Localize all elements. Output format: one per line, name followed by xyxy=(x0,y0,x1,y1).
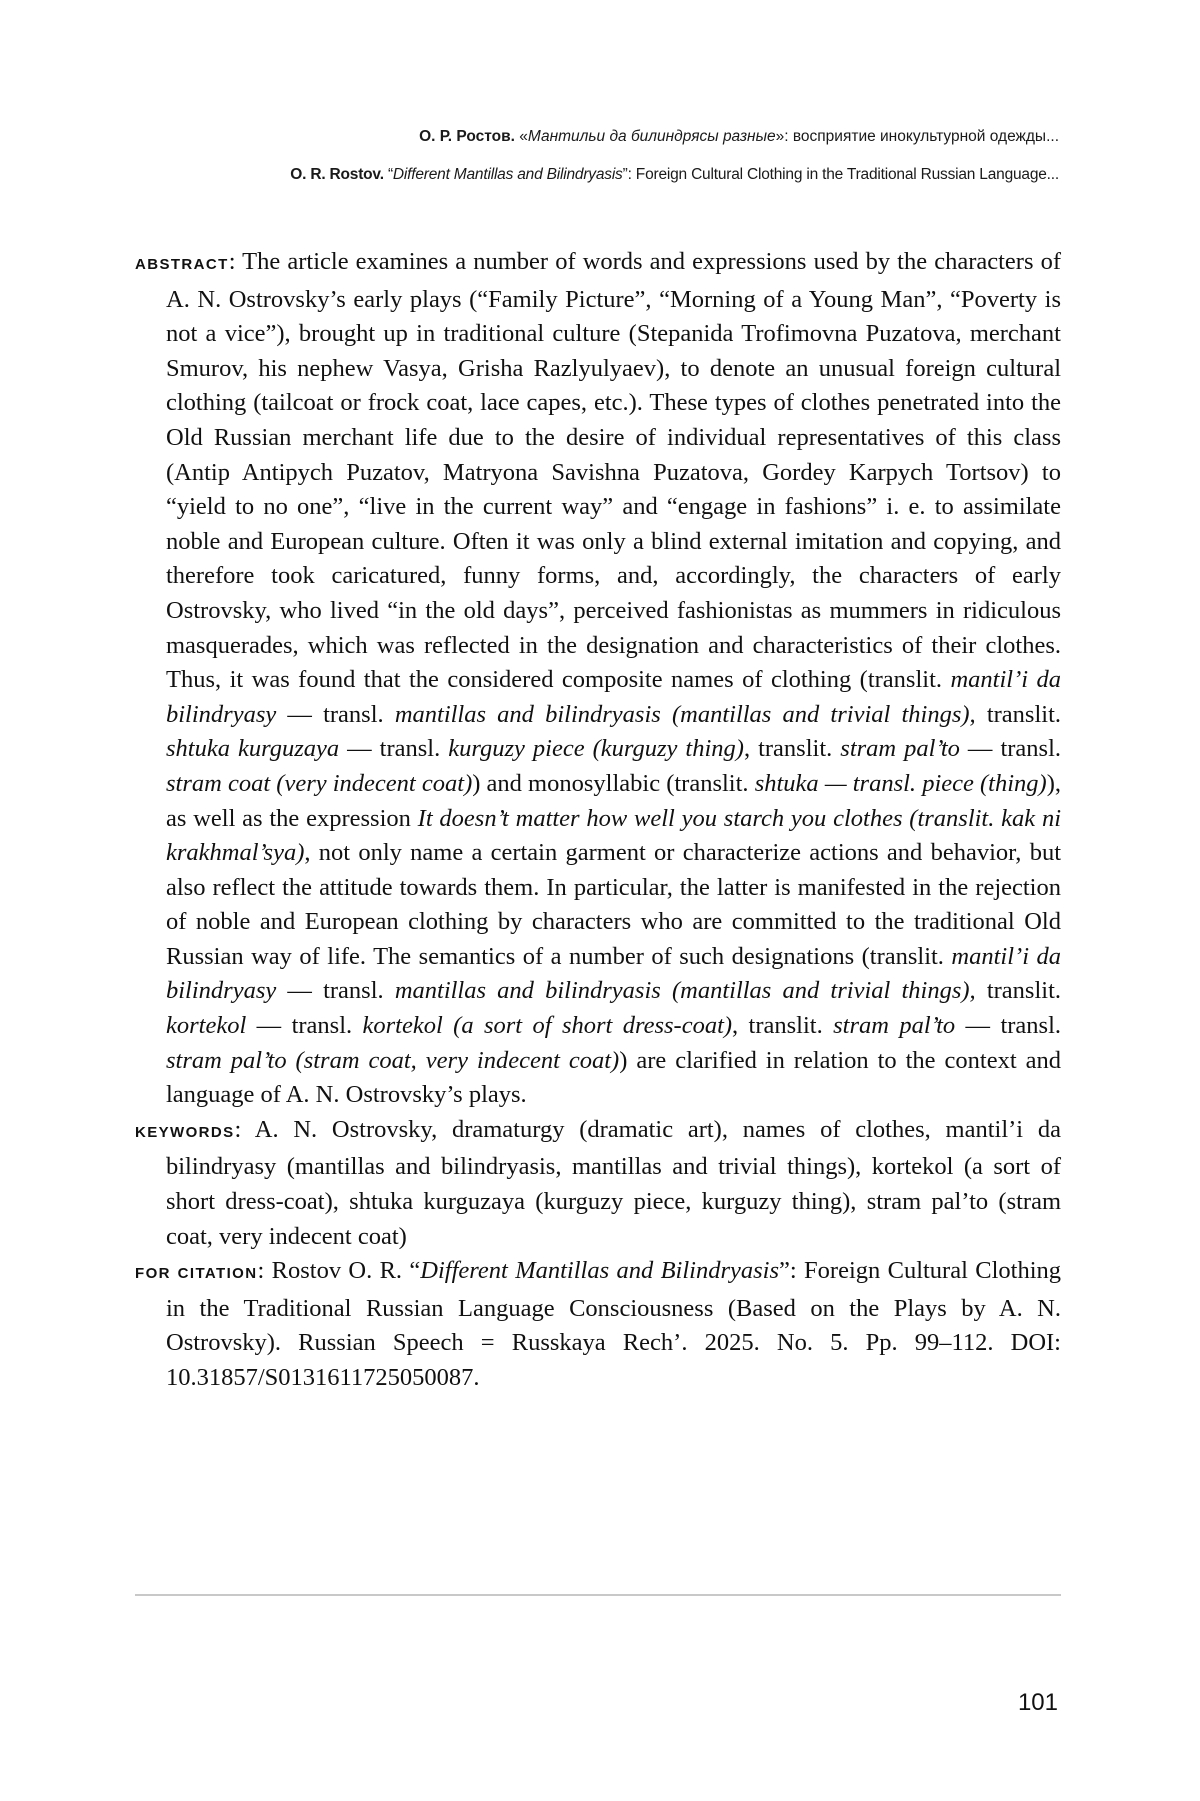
abstract-italic-term: mantillas and bilindryasis (mantillas and trivial things), xyxy=(394,977,976,1005)
abstract-italic-term: stram pal’to xyxy=(840,735,960,763)
abstract-italic-term: kurguzy piece (kurguzy thing) xyxy=(448,735,744,763)
quote-mark: » xyxy=(775,128,785,145)
footer-divider xyxy=(135,1594,1061,1596)
abstract-italic-term: mantil’i da bilindryasy xyxy=(166,942,1061,1005)
abstract-text: ) and monosyllabic (translit. xyxy=(472,769,755,797)
abstract-italic-term: mantillas and bilindryasis (mantillas and trivial things), xyxy=(394,700,976,728)
abstract-text: — transl. xyxy=(959,735,1061,763)
keywords-text: A. N. Ostrovsky, dramaturgy (dramatic art), names of clothes, mantil’i da bilindryasy (mantillas and bilindryasis, mantillas and trivial things), kortekol (a sort of short dress-coat), shtuka kurguzaya (kurguzy piece, kurguzy thing), stram pal’to (stram coat, very indecent coat) xyxy=(166,1115,1061,1250)
running-head-russian xyxy=(419,128,1059,146)
abstract-label: ABSTRACT xyxy=(135,256,229,273)
abstract-text: , not only name a certain garment or characterize actions and behavior, but also reflect the attitude towards them. In particular, the latter is manifested in the rejection of noble and European clothing by characters who are committed to the traditional Old Russian way of life. The semantics of a number of such designations (translit. xyxy=(166,839,1061,970)
abstract-paragraph xyxy=(135,245,1061,1113)
abstract-text: ), as well as the expression xyxy=(166,769,1062,832)
abstract-text: — transl. xyxy=(276,977,395,1005)
abstract-italic-term: stram pal’to (stram coat, very indecent coat) xyxy=(166,1046,620,1074)
running-head-title: Different Mantillas and Bilindryasis xyxy=(392,166,623,183)
running-head-rest: : Foreign Cultural Clothing in the Traditional Russian Language... xyxy=(627,166,1059,183)
running-head-author: O. R. Rostov. xyxy=(290,166,384,183)
abstract-text: translit. xyxy=(975,700,1062,728)
abstract-text: — transl. xyxy=(276,700,395,728)
page-number: 101 xyxy=(1017,1689,1058,1716)
running-head-author: О. Р. Ростов. xyxy=(419,128,515,145)
running-head-title: Мантильи да билиндрясы разные xyxy=(527,128,776,145)
abstract-italic-term: stram pal’to xyxy=(833,1012,956,1040)
abstract-text: — transl. xyxy=(955,1012,1061,1040)
label-colon: : xyxy=(228,248,243,275)
citation-italic-title: Different Mantillas and Bilindryasis xyxy=(420,1257,779,1285)
running-head-english xyxy=(290,166,1059,184)
abstract-italic-term: mantil’i da bilindryasy xyxy=(166,666,1061,728)
citation-text: Rostov O. R. “ xyxy=(271,1257,421,1285)
citation-text: ”: Foreign Cultural Clothing in the Traditional Russian Language Consciousness (Based on the Plays by A. N. Ostrovsky). Russian Speech = Russkaya Rech’. 2025. No. 5. Pp. 99–112. DOI: 10.31857/S0131611725050087. xyxy=(166,1257,1062,1391)
abstract-text: ) are clarified in relation to the context and language of A. N. Ostrovsky’s plays. xyxy=(166,1046,1061,1109)
article-metadata xyxy=(135,245,1061,1396)
keywords-paragraph xyxy=(135,1113,1061,1254)
abstract-text: — transl. xyxy=(339,735,449,763)
quote-mark: « xyxy=(519,128,528,145)
abstract-text: translit. xyxy=(975,977,1062,1005)
keywords-label: KEYWORDS xyxy=(135,1123,235,1141)
citation-paragraph xyxy=(135,1254,1061,1395)
abstract-italic-term: stram coat (very indecent coat) xyxy=(166,769,473,797)
abstract-text: , translit. xyxy=(732,1012,834,1040)
label-colon: : xyxy=(234,1115,255,1143)
abstract-text: , translit. xyxy=(743,735,841,763)
abstract-italic-term: shtuka — transl. piece (thing) xyxy=(754,769,1047,797)
running-head-rest: : восприятие инокультурной одежды... xyxy=(784,128,1059,145)
abstract-text: — transl. xyxy=(246,1012,363,1040)
abstract-italic-term: kortekol xyxy=(166,1012,247,1040)
abstract-text: The article examines a number of words and expressions used by the characters of A. N. Ostrovsky’s early plays (“Family Picture”, “Morning of a Young Man”, “Poverty is not a vice”), brought up in traditional culture (Stepanida Trofimovna Puzatova, merchant Smurov, his nephew Vasya, Grisha Razlyulyaev), to denote an unusual foreign cultural clothing (tailcoat or frock coat, lace capes, etc.). These types of clothes penetrated into the Old Russian merchant life due to the desire of individual representatives of this class (Antip Antipych Puzatov, Matryona Savishna Puzatova, Gordey Karpych Tortsov) to “yield to no one”, “live in the current way” and “engage in fashions” i. e. to assimilate noble and European culture. Often it was only a blind external imitation and copying, and therefore took caricatured, funny forms, and, accordingly, the characters of early Ostrovsky, who lived “in the old days”, perceived fashionistas as mummers in ridiculous masquerades, which was reflected in the designation and characteristics of their clothes. Thus, it was found that the considered composite names of clothing (translit. xyxy=(166,248,1061,694)
quote-mark: “ xyxy=(387,166,393,183)
abstract-italic-term: It doesn’t matter how well you starch you clothes (translit. kak ni krakhmal’sya) xyxy=(166,804,1061,867)
quote-mark: ” xyxy=(622,166,628,183)
abstract-italic-term: shtuka kurguzaya xyxy=(166,735,340,763)
abstract-italic-term: kortekol (a sort of short dress-coat) xyxy=(362,1012,733,1040)
citation-label: FOR CITATION xyxy=(135,1265,258,1283)
label-colon: : xyxy=(257,1257,272,1285)
